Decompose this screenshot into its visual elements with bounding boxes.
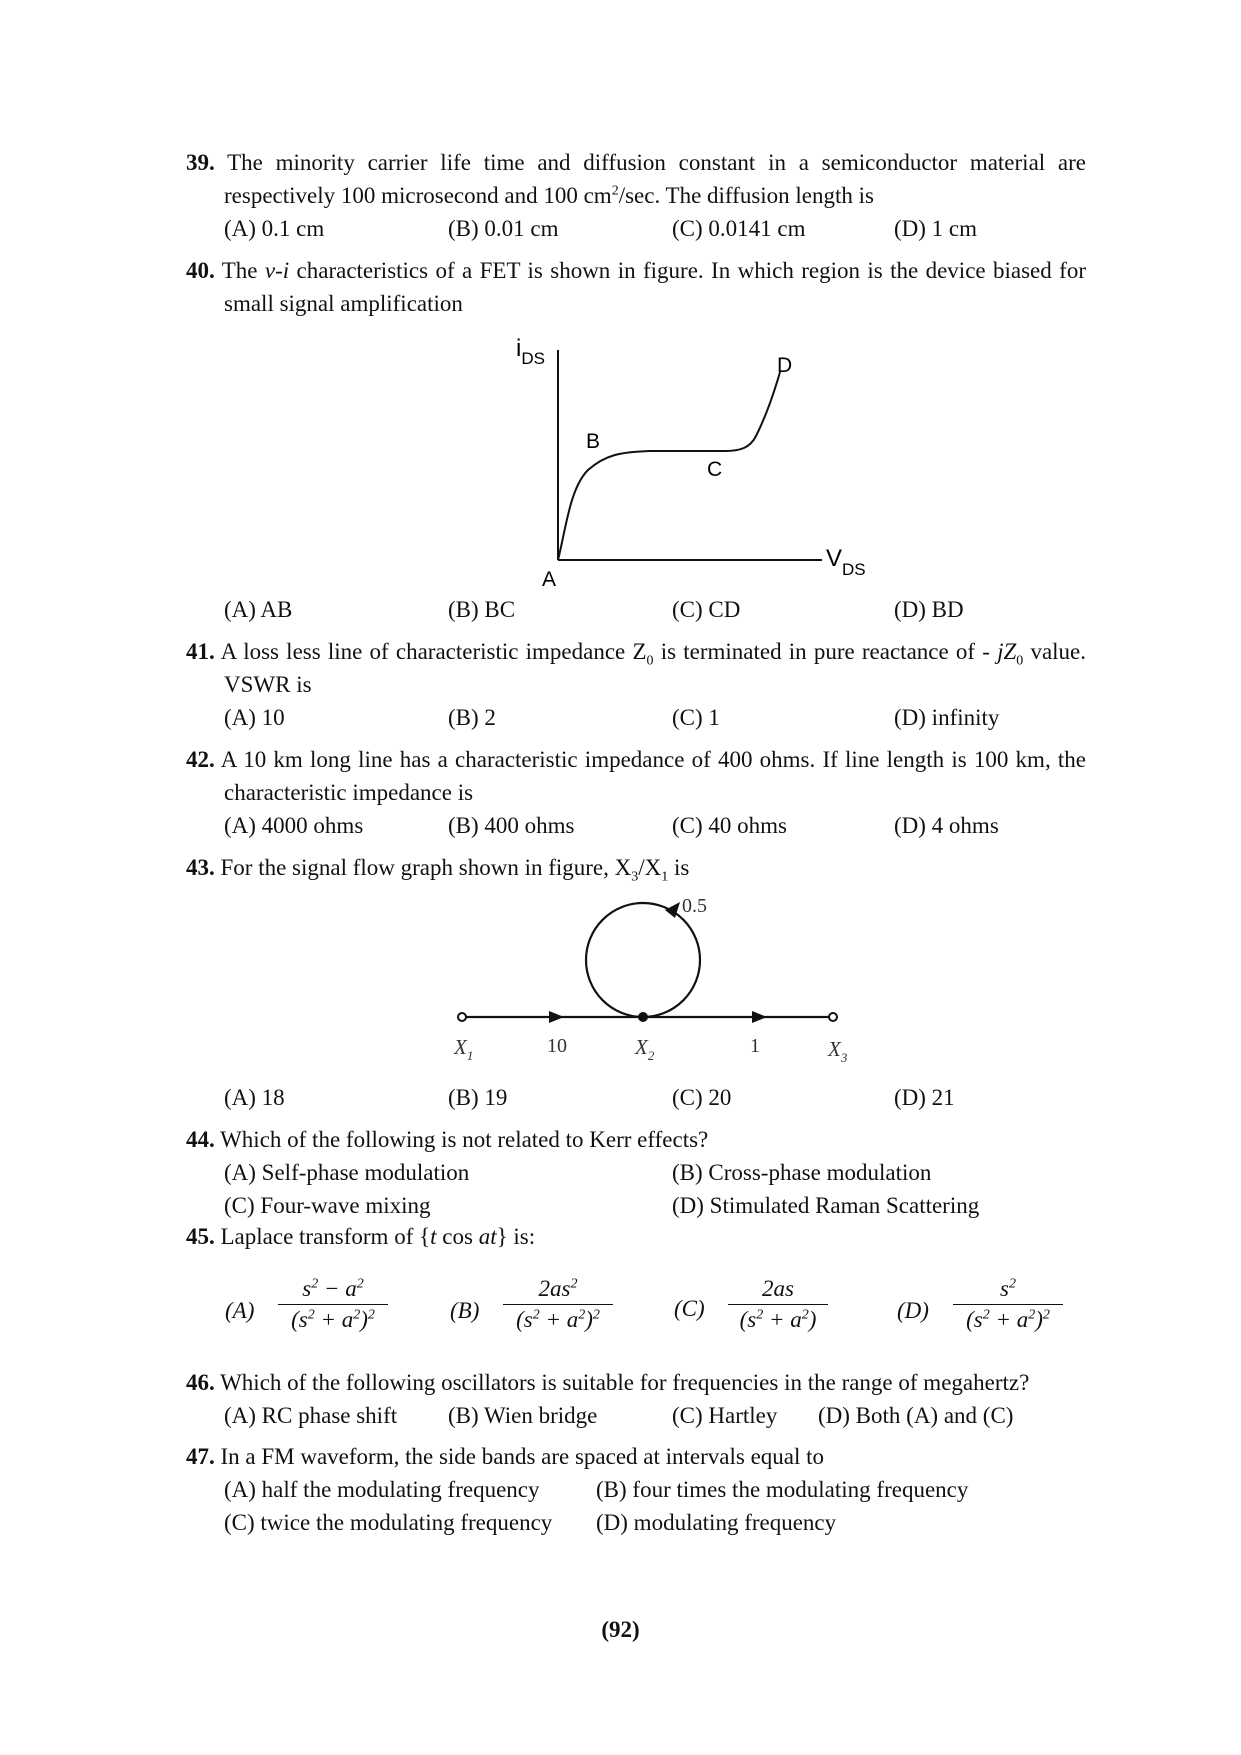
question-number: 41. [186, 639, 215, 664]
stem-text: is [668, 855, 690, 880]
question-stem [186, 743, 1086, 809]
option-a[interactable]: (A) 4000 ohms [224, 813, 364, 838]
option-b[interactable]: (B) Wien bridge [448, 1403, 598, 1428]
question-stem [186, 1123, 1086, 1156]
subscript: 3 [631, 869, 639, 885]
stem-text: Which of the following oscillators is suitable for frequencies in the range of megahertz? [220, 1370, 1030, 1395]
node-x2-label: $X_2$ [635, 1035, 655, 1063]
stem-text: The [221, 258, 265, 283]
question-40 [186, 254, 1086, 320]
page-number: (92) [601, 1617, 640, 1642]
option-d[interactable]: (D) 1 cm [894, 216, 978, 241]
subscript: 1 [661, 869, 669, 885]
stem-text: cos [436, 1224, 479, 1249]
option-c[interactable]: (C) twice the modulating frequency [224, 1510, 553, 1535]
option-b[interactable]: (B) 19 [448, 1085, 508, 1110]
option-c[interactable]: (C) CD [672, 597, 741, 622]
question-number: 45. [186, 1224, 215, 1249]
option-a[interactable]: (A) 10 [224, 705, 285, 730]
y-axis-label: $i_{DS}$ [516, 338, 545, 368]
options-row [224, 1081, 1086, 1114]
question-stem [186, 254, 1086, 320]
option-d[interactable]: (D) 21 [894, 1085, 955, 1110]
option-c[interactable]: (C) 40 ohms [672, 813, 787, 838]
question-45 [186, 1220, 1086, 1253]
option-b[interactable]: (B) 2 [448, 705, 496, 730]
fet-curve [558, 372, 780, 560]
option-a[interactable]: (A) RC phase shift [224, 1403, 398, 1428]
options-row [224, 1506, 1086, 1539]
node-x1-label: $X_1$ [454, 1035, 474, 1063]
stem-text: Which of the following is not related to Kerr effects? [220, 1127, 709, 1152]
option-a[interactable]: (A) AB [224, 597, 293, 622]
options-row [224, 1473, 1086, 1506]
question-44 [186, 1123, 1086, 1222]
node-x3-label: $X_3$ [828, 1037, 848, 1065]
option-b[interactable]: (B) 0.01 cm [448, 216, 559, 241]
branch-arrow-10 [549, 1011, 564, 1023]
option-c[interactable]: (C) 1 [672, 705, 720, 730]
question-40-options [186, 593, 1086, 626]
loop-gain-label: 0.5 [682, 895, 707, 917]
options-row [224, 212, 1086, 245]
fet-curve-svg [500, 338, 900, 598]
option-d[interactable]: (D) Stimulated Raman Scattering [672, 1193, 980, 1218]
node-x1 [458, 1013, 466, 1021]
superscript: 2 [611, 183, 619, 199]
stem-text: /sec. The diffusion length is [618, 183, 875, 208]
gain-10-label: 10 [547, 1035, 567, 1057]
question-47 [186, 1440, 1086, 1539]
subscript: 0 [646, 653, 654, 669]
option-c[interactable]: (C) 20 [672, 1085, 732, 1110]
question-stem [186, 1220, 1086, 1253]
question-stem [186, 146, 1086, 212]
option-b[interactable]: (B) four times the modulating frequency [596, 1477, 969, 1502]
stem-text: characteristics of a FET is shown in figure. In which region is the device biased for small signal amplification [224, 258, 1086, 316]
question-46 [186, 1366, 1086, 1432]
stem-text: A loss less line of characteristic impedance Z [220, 639, 647, 664]
option-b-label[interactable]: (B) [450, 1298, 480, 1323]
option-d[interactable]: (D) 4 ohms [894, 813, 999, 838]
option-a-formula[interactable]: $\frac{s^2 - a^2}{(s^2 + a^2)^2}$ [278, 1274, 388, 1335]
gain-1-label: 1 [750, 1035, 760, 1057]
options-row [224, 593, 1086, 626]
self-loop [586, 903, 700, 1017]
question-stem [186, 635, 1086, 701]
stem-italic: jZ [997, 639, 1017, 664]
question-stem [186, 1366, 1086, 1399]
stem-text: is terminated in pure reactance of - [653, 639, 990, 664]
option-c[interactable]: (C) Four-wave mixing [224, 1193, 431, 1218]
question-number: 39. [186, 150, 215, 175]
options-row [224, 701, 1086, 734]
question-43 [186, 851, 1086, 884]
stem-text: The minority carrier life time and diffusion constant in a semiconductor material are respectively 100 microsecond and 100 cm [224, 150, 1086, 208]
question-39 [186, 146, 1086, 245]
question-41 [186, 635, 1086, 734]
node-x3 [829, 1013, 837, 1021]
question-stem [186, 1440, 1086, 1473]
option-c[interactable]: (C) Hartley [672, 1403, 778, 1428]
stem-text: A 10 km long line has a characteristic impedance of 400 ohms. If line length is 100 km, the characteristic impedance is [220, 747, 1086, 805]
question-number: 42. [186, 747, 215, 772]
point-c-label: C [707, 458, 723, 481]
question-45-options [0, 1268, 1241, 1358]
node-x2 [638, 1012, 648, 1022]
options-row [224, 809, 1086, 842]
options-row [224, 1189, 1086, 1222]
signal-flow-graph-svg [450, 890, 870, 1070]
option-b[interactable]: (B) Cross-phase modulation [672, 1160, 932, 1185]
stem-text: For the signal flow graph shown in figure, X [214, 855, 632, 880]
option-c-label[interactable]: (C) [674, 1296, 705, 1321]
options-row [224, 1156, 1086, 1189]
stem-text: value. VSWR is [224, 639, 1087, 697]
option-d-formula[interactable]: $\frac{s^2}{(s^2 + a^2)^2}$ [953, 1274, 1063, 1335]
option-b-formula[interactable]: $\frac{2as^2}{(s^2 + a^2)^2}$ [503, 1274, 613, 1335]
subscript: 0 [1016, 653, 1024, 669]
option-a[interactable]: (A) 18 [224, 1085, 285, 1110]
option-a[interactable]: (A) Self-phase modulation [224, 1160, 470, 1185]
question-number: 44. [186, 1127, 215, 1152]
stem-italic: v-i [264, 258, 290, 283]
question-number: 40. [186, 258, 215, 283]
option-d[interactable]: (D) modulating frequency [596, 1510, 837, 1535]
options-row [224, 1399, 1086, 1432]
option-d[interactable]: (D) infinity [894, 705, 1000, 730]
question-42 [186, 743, 1086, 842]
question-number: 47. [186, 1444, 215, 1469]
fet-characteristics-figure [500, 338, 900, 598]
question-43-options [186, 1081, 1086, 1114]
stem-italic: t [430, 1224, 437, 1249]
branch-arrow-1 [752, 1011, 767, 1023]
point-a-label: A [542, 568, 557, 591]
stem-text: In a FM waveform, the side bands are spaced at intervals equal to [214, 1444, 825, 1469]
option-c[interactable]: (C) 0.0141 cm [672, 216, 806, 241]
stem-text: } is: [496, 1224, 536, 1249]
question-stem [186, 851, 1086, 884]
option-d[interactable]: (D) Both (A) and (C) [818, 1403, 1014, 1428]
point-d-label: D [777, 354, 793, 377]
question-number: 46. [186, 1370, 215, 1395]
stem-italic: at [478, 1224, 497, 1249]
question-number: 43. [186, 855, 215, 880]
option-c-formula[interactable]: $\frac{2as}{(s^2 + a^2)}$ [728, 1274, 828, 1335]
x-axis-label: $V_{DS}$ [826, 545, 866, 579]
option-a[interactable]: (A) 0.1 cm [224, 216, 325, 241]
option-b[interactable]: (B) 400 ohms [448, 813, 575, 838]
option-a[interactable]: (A) half the modulating frequency [224, 1477, 540, 1502]
option-d-label[interactable]: (D) [897, 1298, 929, 1323]
option-b[interactable]: (B) BC [448, 597, 516, 622]
stem-text: /X [638, 855, 662, 880]
stem-text: Laplace transform of { [220, 1224, 431, 1249]
option-d[interactable]: (D) BD [894, 597, 964, 622]
point-b-label: B [586, 430, 601, 453]
signal-flow-graph-figure [450, 890, 870, 1070]
option-a-label[interactable]: (A) [225, 1298, 255, 1323]
